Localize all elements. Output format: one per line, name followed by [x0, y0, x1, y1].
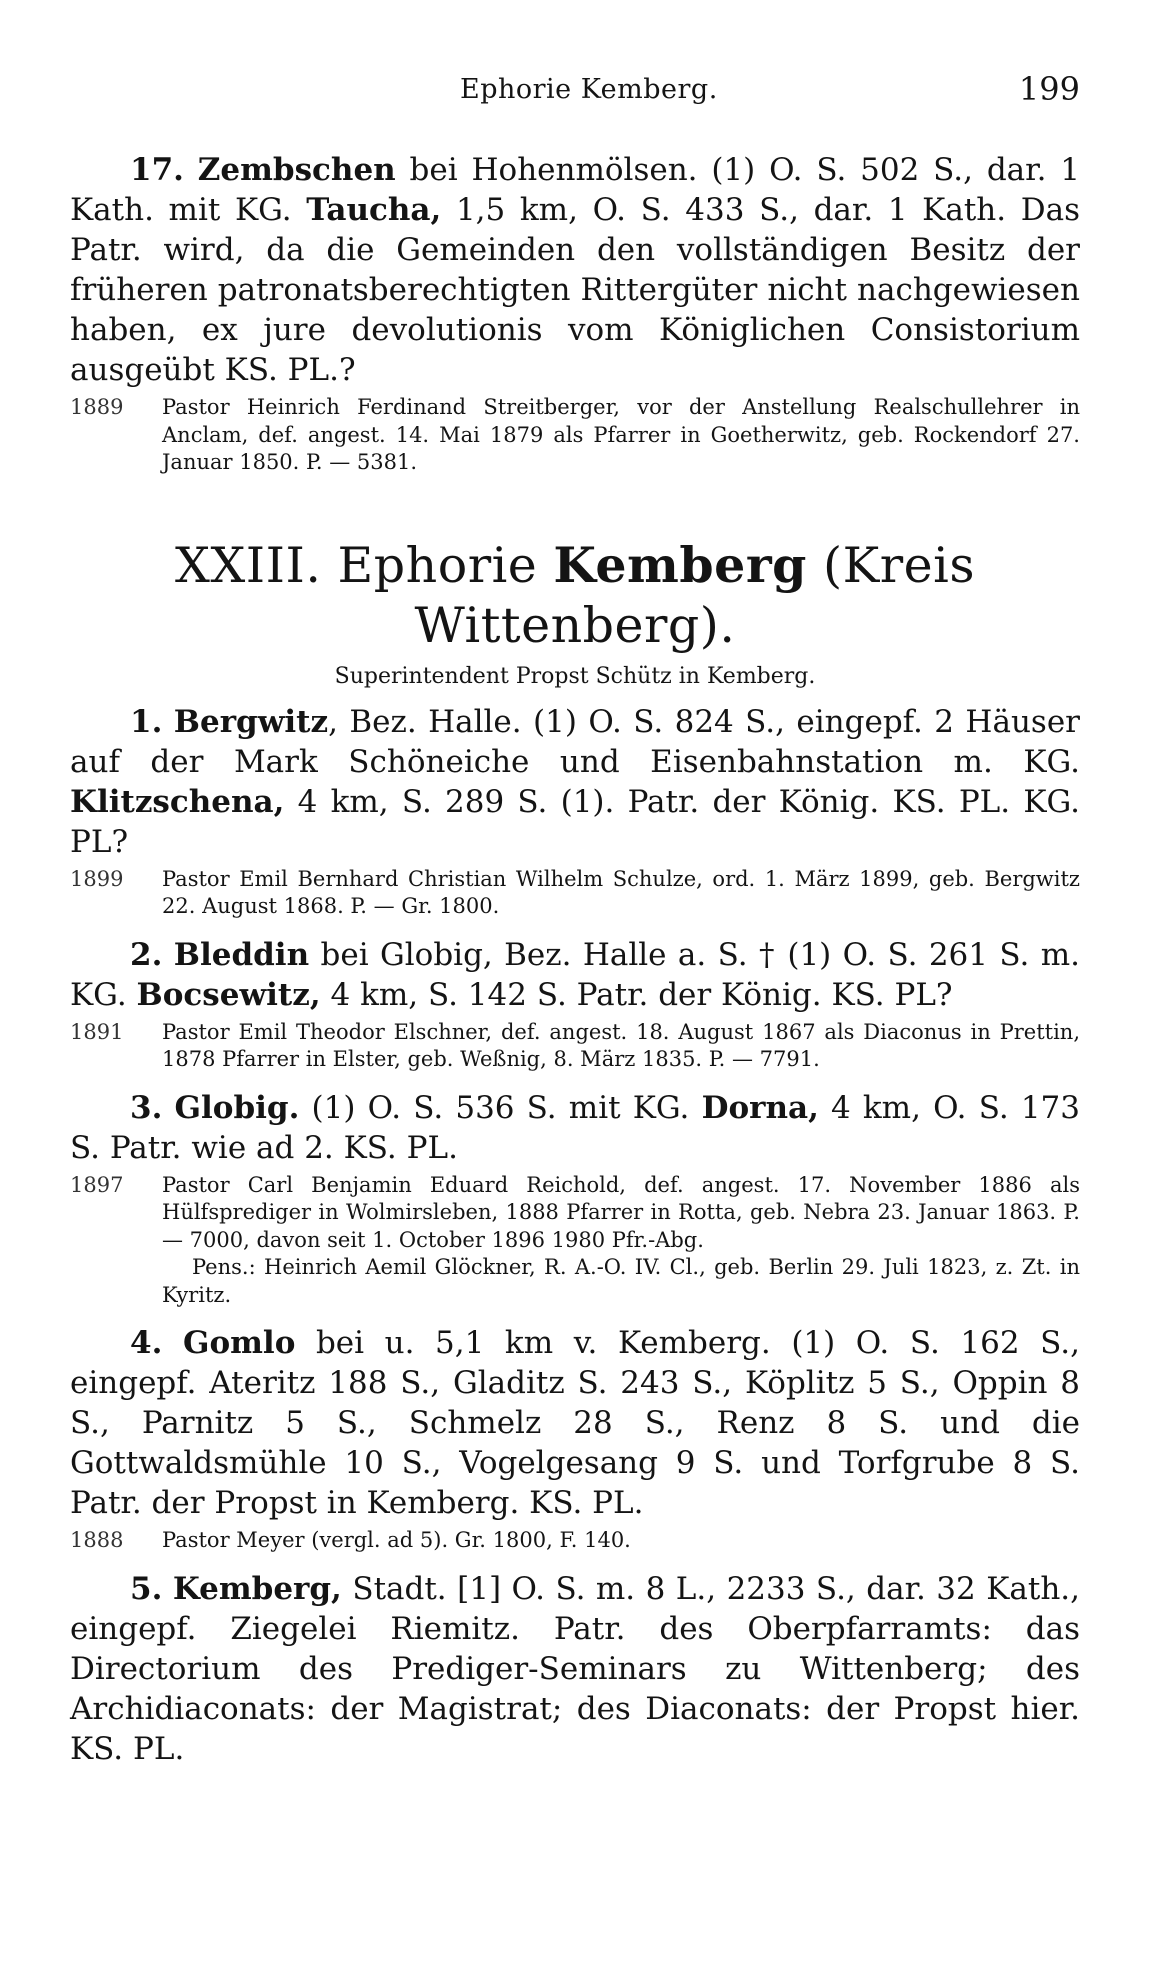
entry-4	[70, 1323, 1080, 1523]
entry-text: Stadt. [1] O. S. m. 8 L., 2233 S., dar. 32 Kath., eingepf. Ziegelei Riemitz. Patr. des Oberpfarramts: das Directorium des Prediger-Seminars zu Wittenberg; des Archidiaconats: der Magistrat; des Diaconats: der Propst hier. KS. PL.	[70, 1570, 1080, 1767]
entry-2	[70, 935, 1080, 1015]
entry-place: Globig.	[174, 1089, 300, 1126]
chapter-post: (Kreis Wittenberg).	[414, 536, 975, 654]
chapter-roman: XXIII.	[175, 536, 322, 594]
pastor-note	[70, 1527, 1080, 1555]
pastor-note	[70, 1019, 1080, 1074]
note-year: 1889	[70, 395, 124, 419]
pastor-note	[70, 866, 1080, 921]
note-year: 1899	[70, 866, 124, 891]
entry-place: Zembschen	[197, 152, 396, 188]
note-year: 1891	[70, 1019, 124, 1044]
spacer	[70, 1074, 1080, 1088]
entry-number: 5.	[130, 1570, 163, 1607]
note-year: 1888	[70, 1528, 124, 1552]
entry-text-2: 4 km, S. 142 S. Patr. der König. KS. PL?	[320, 976, 953, 1013]
entry-number: 2.	[130, 936, 163, 973]
entry-number: 17.	[130, 152, 184, 188]
entry-text-2: 4 km, S. 289 S. (1). Patr. der König. KS. PL. KG. PL?	[70, 783, 1080, 860]
entry-text: , Bez. Halle. (1) O. S. 824 S., eingepf. 2 Häuser auf der Mark Schöneiche und Eisenbahnstation m. KG.	[70, 703, 1080, 780]
entry-text-2: 4 km, O. S. 173 S. Patr. wie ad 2. KS. PL.	[70, 1089, 1080, 1166]
entry-number: 4.	[130, 1325, 163, 1361]
note-text: Pastor Carl Benjamin Eduard Reichold, def. angest. 17. November 1886 als Hülfsprediger in Wolmirsleben, 1888 Pfarrer in Rotta, geb. Nebra 23. Januar 1863. P. — 7000, davon seit 1. October 1896 1980 Pfr.-Abg.	[162, 1172, 1080, 1252]
note-text: Pastor Meyer (vergl. ad 5). Gr. 1800, F. 140.	[162, 1528, 631, 1552]
chapter-name: Kemberg	[553, 535, 807, 594]
entry-place: Bergwitz	[173, 703, 329, 740]
pastor-note	[70, 1172, 1080, 1255]
spacer	[70, 921, 1080, 935]
note-year: 1897	[70, 1172, 124, 1197]
spacer	[70, 1555, 1080, 1569]
entry-text: bei u. 5,1 km v. Kemberg. (1) O. S. 162 S., eingepf. Ateritz 188 S., Gladitz S. 243 S., Köplitz 5 S., Oppin 8 S., Parnitz 5 S., Schmelz 28 S., Renz 8 S. und die Gottwaldsmühle 10 S., Vogelgesang 9 S. und Torfgrube 8 S. Patr. der Propst in Kemberg. KS. PL.	[70, 1325, 1081, 1521]
pension-note: Pens.: Heinrich Aemil Glöckner, R. A.-O. IV. Cl., geb. Berlin 29. Juli 1823, z. Zt. in Kyritz.	[162, 1255, 1080, 1307]
page-number: 199	[1018, 70, 1080, 108]
chapter-pre: Ephorie	[337, 536, 554, 594]
entry-text: (1) O. S. 536 S. mit KG.	[299, 1089, 702, 1126]
entry-subplace: Dorna,	[701, 1089, 819, 1126]
spacer	[70, 1309, 1080, 1323]
entry-subplace: Klitzschena,	[70, 783, 285, 820]
entry-place: Bleddin	[173, 936, 310, 973]
entry-text: bei Globig, Bez. Halle a. S. † (1) O. S. 261 S. m. KG.	[70, 936, 1080, 1013]
entry-3	[70, 1088, 1080, 1168]
entry-subplace: Taucha,	[306, 192, 442, 228]
superintendent-line: Superintendent Propst Schütz in Kemberg.	[334, 663, 816, 689]
entry-subplace: Bocsewitz,	[136, 976, 321, 1013]
chapter-heading	[70, 535, 1080, 656]
entry-17	[70, 150, 1080, 390]
note-text: Pastor Emil Bernhard Christian Wilhelm Schulze, ord. 1. März 1899, geb. Bergwitz 22. August 1868. P. — Gr. 1800.	[162, 866, 1080, 918]
running-title: Ephorie Kemberg.	[460, 74, 718, 105]
entry-place: Gomlo	[182, 1325, 296, 1361]
running-head	[70, 70, 1080, 114]
entry-number: 1.	[130, 703, 163, 740]
note-text: Pastor Emil Theodor Elschner, def. angest. 18. August 1867 als Diaconus in Prettin, 1878 Pfarrer in Elster, geb. Weßnig, 8. März 1835. P. — 7791.	[162, 1019, 1080, 1071]
entry-1	[70, 702, 1080, 862]
pastor-note	[70, 394, 1080, 477]
body-text	[70, 150, 1080, 1769]
entry-text-2: 1,5 km, O. S. 433 S., dar. 1 Kath. Das Patr. wird, da die Gemeinden den vollständigen Besitz der früheren patronatsberechtigten Rittergüter nicht nachgewiesen haben, ex jure devolutionis vom Königlichen Consistorium ausgeübt KS. PL.?	[70, 192, 1080, 388]
entry-place: Kemberg,	[172, 1570, 342, 1607]
entry-5	[70, 1569, 1080, 1769]
entry-number: 3.	[130, 1089, 163, 1126]
note-text: Pastor Heinrich Ferdinand Streitberger, vor der Anstellung Realschullehrer in Anclam, def. angest. 14. Mai 1879 als Pfarrer in Goetherwitz, geb. Rockendorf 27. Januar 1850. P. — 5381.	[162, 395, 1080, 474]
entry-text: bei Hohenmölsen. (1) O. S. 502 S., dar. 1 Kath. mit KG.	[70, 152, 1080, 228]
